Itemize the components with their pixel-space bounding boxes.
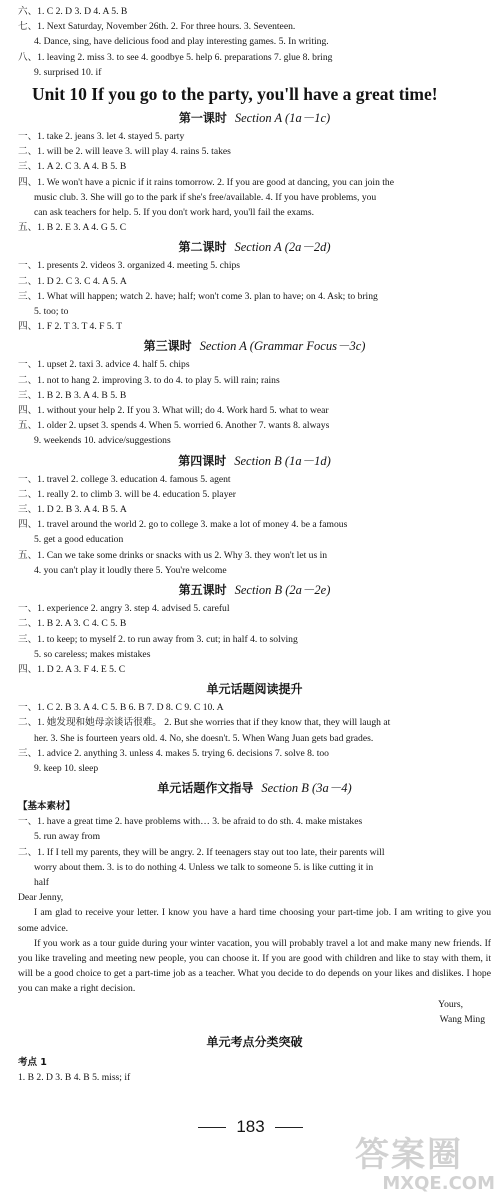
lesson-4-answers	[18, 472, 491, 578]
lesson-heading-5	[18, 581, 491, 600]
answer-line: 二、1. 她发现和她母亲谈话很难。 2. But she worries that if they know that, they will laugh at	[18, 717, 391, 729]
lesson-heading-4	[18, 452, 491, 471]
watermark-site: MXQE.COM	[382, 1173, 495, 1194]
kaodian-label: 考点 1	[18, 1056, 47, 1068]
answer-line: 四、1. travel around the world 2. go to college 3. make a lot of money 4. be a famous	[18, 519, 348, 531]
unit-title: Unit 10 If you go to the party, you'll have a great time!	[32, 84, 438, 105]
answer-line: music club. 3. She will go to the park if she's free/available. 4. If you have problems, you	[34, 191, 377, 203]
answer-line: 七、1. Next Saturday, November 26th. 2. For three hours. 3. Seventeen.	[18, 21, 296, 33]
reading-heading: 单元话题阅读提升	[206, 682, 303, 697]
lesson-heading-en: Section A (Grammar Focus－3c)	[199, 339, 366, 354]
answer-line: 三、1. D 2. B 3. A 4. B 5. A	[18, 504, 127, 516]
answer-line: half	[34, 876, 49, 888]
answer-line: 一、1. presents 2. videos 3. organized 4. meeting 5. chips	[18, 260, 241, 272]
answer-line: 四、1. without your help 2. If you 3. What will; do 4. Work hard 5. what to wear	[18, 405, 329, 417]
lesson-heading-cn: 第三课时	[143, 339, 192, 354]
answer-line: 五、1. older 2. upset 3. spends 4. When 5. worried 6. Another 7. wants 8. always	[18, 420, 330, 432]
answer-line: 三、1. to keep; to myself 2. to run away from 3. cut; in half 4. to solving	[18, 633, 298, 645]
lesson-3-answers	[18, 357, 491, 448]
letter-paragraph: If you work as a tour guide during your winter vacation, you will probably travel a lot and make many new friends. If you like traveling and meeting new people, you can choose it. If you are good with children and like to stay with them, it will be a good choice to get a part-time job as a teacher. What you decide to do depends on your likes and dislikes. I hope you can make a right decision.	[18, 937, 491, 995]
lesson-heading-2	[18, 238, 491, 257]
basic-material-tag: 【基本素材】	[18, 801, 76, 813]
site-watermark	[355, 1136, 495, 1194]
answer-line: 5. so careless; makes mistakes	[34, 648, 151, 660]
letter-greeting: Dear Jenny,	[18, 892, 64, 904]
answer-line: 一、1. have a great time 2. have problems with… 3. be afraid to do sth. 4. make mistakes	[18, 816, 363, 828]
page-number-dash	[275, 1127, 303, 1128]
answer-line: 一、1. C 2. B 3. A 4. C 5. B 6. B 7. D 8. C 9. C 10. A	[18, 702, 224, 714]
answer-line: 9. keep 10. sleep	[34, 762, 99, 774]
lesson-2-answers	[18, 258, 491, 334]
answer-line: 五、1. Can we take some drinks or snacks with us 2. Why 3. they won't let us in	[18, 549, 328, 561]
lesson-heading-cn: 第一课时	[178, 111, 227, 126]
lesson-heading-en: Section A (2a－2d)	[234, 240, 331, 255]
answer-line: 二、1. not to hang 2. improving 3. to do 4. to play 5. will rain; rains	[18, 374, 280, 386]
lesson-1-answers	[18, 129, 491, 235]
writing-heading	[18, 779, 491, 798]
lesson-heading-cn: 单元话题作文指导	[157, 781, 254, 796]
lesson-heading-cn: 第五课时	[178, 583, 227, 598]
answer-line: 四、1. We won't have a picnic if it rains tomorrow. 2. If you are good at dancing, you can join the	[18, 176, 394, 188]
answer-line: 一、1. take 2. jeans 3. let 4. stayed 5. party	[18, 131, 185, 143]
answer-line: 二、1. really 2. to climb 3. will be 4. education 5. player	[18, 488, 236, 500]
watermark-logo: 答案圈	[355, 1135, 463, 1175]
answer-line: 9. surprised 10. if	[34, 66, 102, 78]
answer-line: 三、1. What will happen; watch 2. have; half; won't come 3. plan to have; on 4. Ask; to bring	[18, 290, 378, 302]
writing-answers	[18, 814, 491, 890]
answer-line: 八、1. leaving 2. miss 3. to see 4. goodbye 5. help 6. preparations 7. glue 8. bring	[18, 51, 333, 63]
lesson-heading-1	[18, 109, 491, 128]
page-number-value: 183	[236, 1117, 265, 1136]
lesson-heading-en: Section A (1a－1c)	[234, 111, 331, 126]
answer-line: her. 3. She is fourteen years old. 4. No, she doesn't. 5. When Wang Juan gets bad grades.	[34, 732, 374, 744]
answer-line: 六、1. C 2. D 3. D 4. A 5. B	[18, 6, 128, 17]
answer-line: 5. run away from	[34, 831, 101, 843]
answer-line: 二、1. B 2. A 3. C 4. C 5. B	[18, 618, 127, 630]
answer-line: 二、1. D 2. C 3. C 4. A 5. A	[18, 275, 127, 287]
lesson-heading-en: Section B (2a－2e)	[234, 583, 331, 598]
lesson-heading-en: Section B (1a－1d)	[234, 453, 331, 468]
answer-line: 二、1. If I tell my parents, they will be angry. 2. If teenagers stay out too late, their parents will	[18, 846, 385, 858]
answer-line: 四、1. F 2. T 3. T 4. F 5. T	[18, 321, 123, 333]
lesson-heading-cn: 第四课时	[178, 453, 227, 468]
breakdown-heading: 单元考点分类突破	[206, 1034, 303, 1049]
lesson-heading-cn: 第二课时	[178, 240, 227, 255]
answer-line: 4. you can't play it loudly there 5. You're welcome	[34, 564, 227, 576]
answer-line: 5. too; to	[34, 306, 69, 318]
letter-signature: Wang Ming	[439, 1013, 485, 1025]
lesson-heading-en: Section B (3a－4)	[261, 781, 352, 796]
answer-line: 一、1. travel 2. college 3. education 4. famous 5. agent	[18, 473, 231, 485]
page-number-dash	[198, 1127, 226, 1128]
answer-line: 5. get a good education	[34, 534, 124, 546]
answer-line: 一、1. experience 2. angry 3. step 4. advised 5. careful	[18, 603, 230, 615]
lesson-heading-3	[18, 337, 491, 356]
answer-line: 一、1. upset 2. taxi 3. advice 4. half 5. chips	[18, 359, 190, 371]
lesson-5-answers	[18, 601, 491, 677]
answer-line: worry about them. 3. is to do nothing 4. Unless we talk to someone 5. is like cutting it in	[34, 861, 374, 873]
answer-line: 四、1. D 2. A 3. F 4. E 5. C	[18, 663, 126, 675]
answer-line: can ask teachers for help. 5. If you don't work hard, you'll fail the exams.	[34, 207, 314, 219]
letter-closing: Yours,	[438, 998, 463, 1010]
letter-paragraph: I am glad to receive your letter. I know you have a hard time choosing your part-time job. I am writing to give you some advice.	[18, 907, 491, 934]
reading-answers	[18, 700, 491, 776]
answer-line: 二、1. will be 2. will leave 3. will play 4. rains 5. takes	[18, 146, 231, 158]
answer-line: 三、1. advice 2. anything 3. unless 4. makes 5. trying 6. decisions 7. solve 8. too	[18, 747, 329, 759]
answer-line: 三、1. A 2. C 3. A 4. B 5. B	[18, 161, 127, 173]
answer-line: 9. weekends 10. advice/suggestions	[34, 435, 171, 447]
answer-line: 五、1. B 2. E 3. A 4. G 5. C	[18, 222, 127, 234]
answer-line: 4. Dance, sing, have delicious food and play interesting games. 5. In writing.	[34, 36, 329, 48]
top-answers	[18, 4, 491, 80]
answer-line: 三、1. B 2. B 3. A 4. B 5. B	[18, 389, 127, 401]
answer-line: 1. B 2. D 3. B 4. B 5. miss; if	[18, 1071, 131, 1083]
